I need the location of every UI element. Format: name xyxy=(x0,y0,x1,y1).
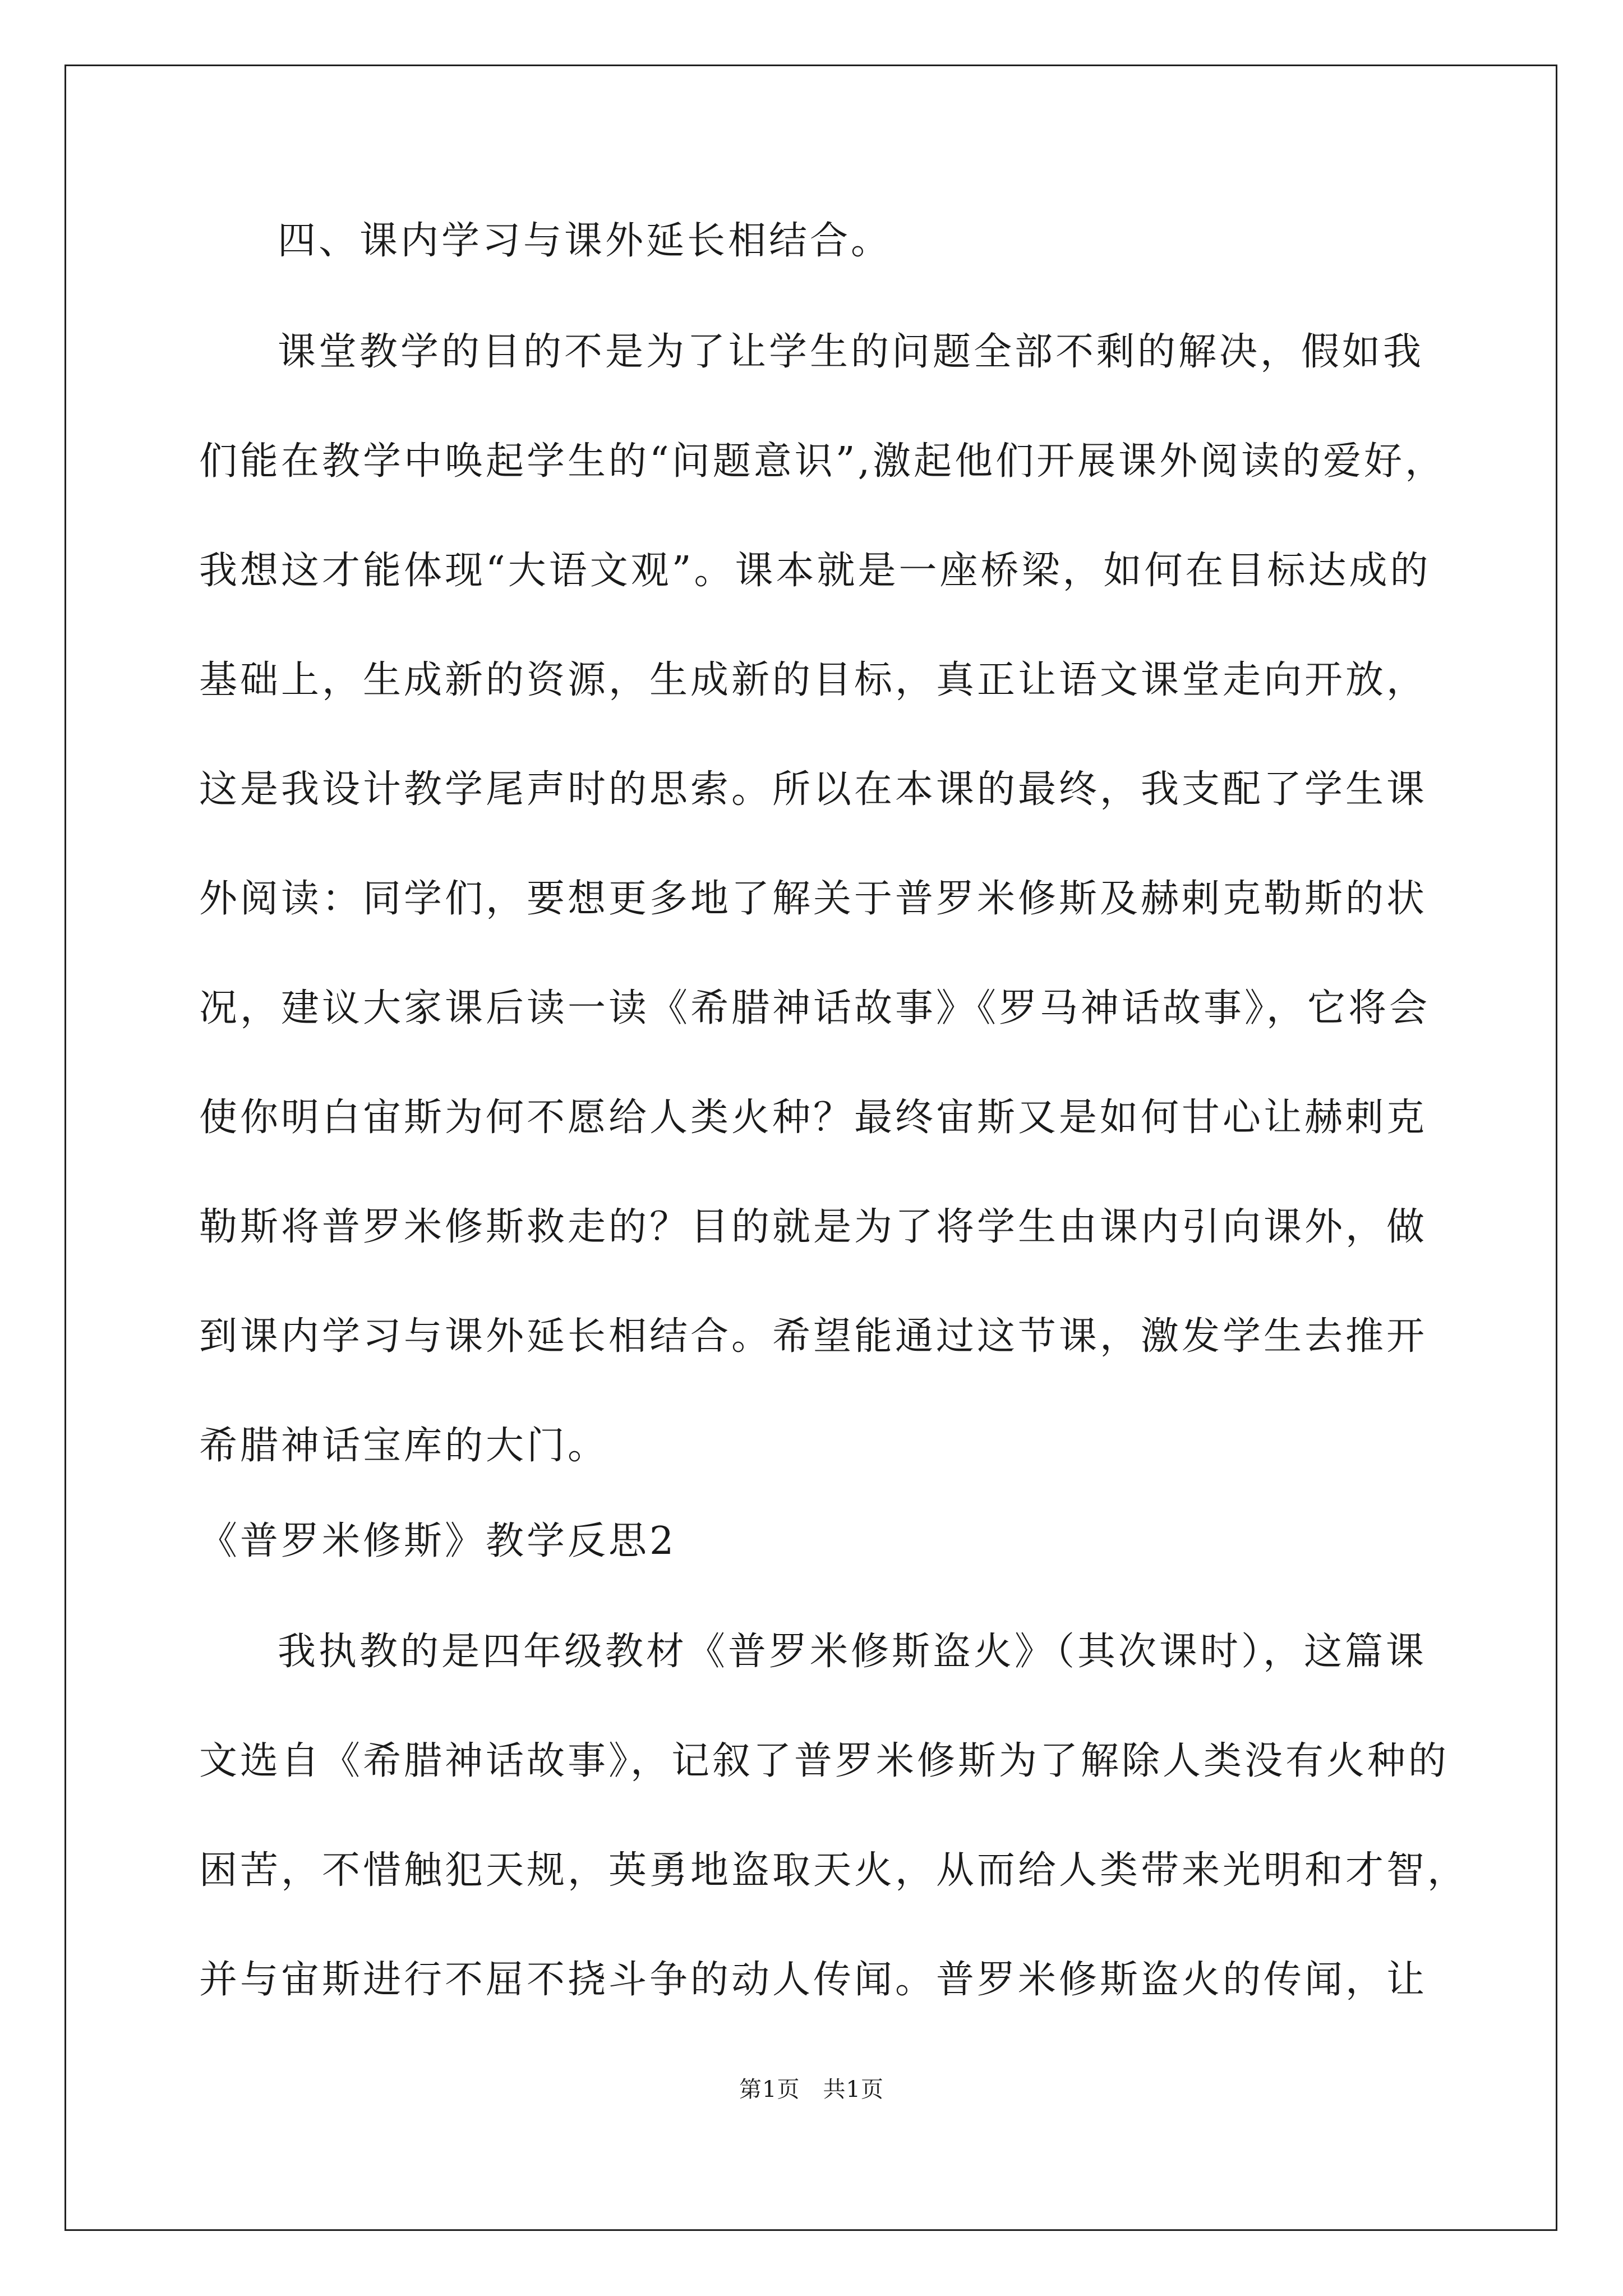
paragraph-line: 我想这才能体现“大语文观”。课本就是一座桥梁，如何在目标达成的 xyxy=(199,549,1431,593)
section-title: 《普罗米修斯》教学反思2 xyxy=(199,1519,677,1563)
paragraph-line: 基础上，生成新的资源，生成新的目标，真正让语文课堂走向开放， xyxy=(199,658,1428,702)
paragraph-line: 希腊神话宝库的大门。 xyxy=(199,1424,609,1468)
paragraph-line: 文选自《希腊神话故事》，记叙了普罗米修斯为了解除人类没有火种的 xyxy=(199,1739,1450,1783)
paragraph-line: 外阅读：同学们，要想更多地了解关于普罗米修斯及赫剌克勒斯的状 xyxy=(199,877,1428,921)
paragraph-line: 困苦，不惜触犯天规，英勇地盗取天火，从而给人类带来光明和才智， xyxy=(199,1848,1469,1893)
page-border xyxy=(64,65,1557,2231)
paragraph-line: 课堂教学的目的不是为了让学生的问题全部不剩的解决，假如我 xyxy=(278,330,1424,374)
paragraph-line: 到课内学习与课外延长相结合。希望能通过这节课，激发学生去推开 xyxy=(199,1314,1428,1359)
paragraph-line: 并与宙斯进行不屈不挠斗争的动人传闻。普罗米修斯盗火的传闻，让 xyxy=(199,1958,1428,2002)
paragraph-line: 我执教的是四年级教材《普罗米修斯盗火》（其次课时），这篇课 xyxy=(278,1630,1427,1674)
paragraph-line: 况，建议大家课后读一读《希腊神话故事》《罗马神话故事》，它将会 xyxy=(199,986,1431,1030)
page-number-footer: 第1页 共1页 xyxy=(739,2077,884,2102)
paragraph-line: 们能在教学中唤起学生的“问题意识”,激起他们开展课外阅读的爱好， xyxy=(199,439,1446,484)
paragraph-line: 使你明白宙斯为何不愿给人类火种？最终宙斯又是如何甘心让赫剌克 xyxy=(199,1096,1428,1140)
paragraph-heading-line: 四、课内学习与课外延长相结合。 xyxy=(278,219,892,263)
paragraph-line: 这是我设计教学尾声时的思索。所以在本课的最终，我支配了学生课 xyxy=(199,767,1428,812)
paragraph-line: 勒斯将普罗米修斯救走的？目的就是为了将学生由课内引向课外，做 xyxy=(199,1205,1428,1249)
